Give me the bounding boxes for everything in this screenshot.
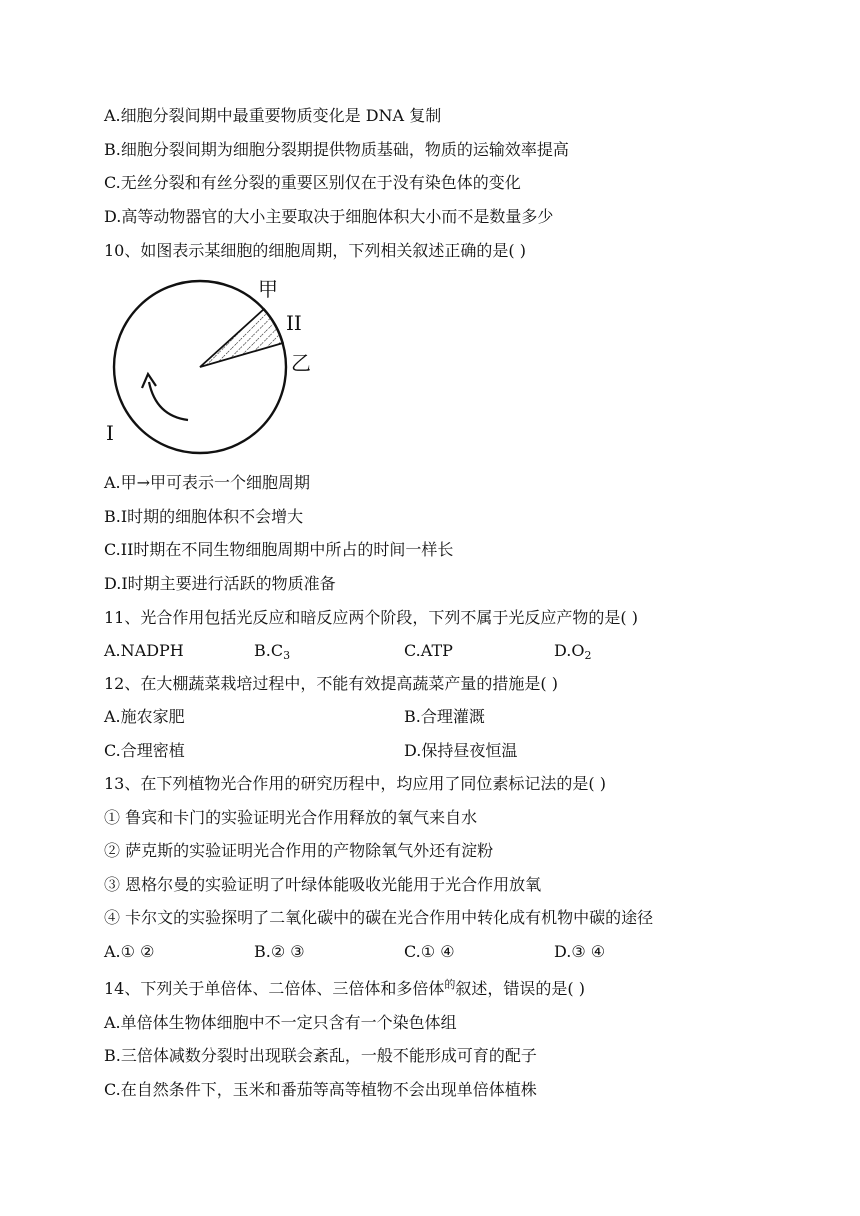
q13-statement-2: ② 萨克斯的实验证明光合作用的产物除氧气外还有淀粉: [104, 841, 494, 860]
q11-stem: 11、光合作用包括光反应和暗反应两个阶段，下列不属于光反应产物的是( ): [104, 608, 638, 627]
q13-statement-1: ① 鲁宾和卡门的实验证明光合作用释放的氧气来自水: [104, 808, 478, 827]
q12-option-b: B.合理灌溉: [404, 707, 485, 726]
q13-option-b: B.② ③: [254, 942, 305, 961]
q9-option-a: A.细胞分裂间期中最重要物质变化是 DNA 复制: [104, 106, 442, 125]
label-I: I: [106, 421, 114, 445]
q10-option-b: B.I时期的细胞体积不会增大: [104, 507, 304, 526]
q9-option-b: B.细胞分裂间期为细胞分裂期提供物质基础，物质的运输效率提高: [104, 140, 569, 159]
q14-option-a: A.单倍体生物体细胞中不一定只含有一个染色体组: [104, 1013, 457, 1032]
q13-statement-4: ④ 卡尔文的实验探明了二氧化碳中的碳在光合作用中转化成有机物中碳的途径: [104, 908, 654, 927]
q14-stem: 14、下列关于单倍体、二倍体、三倍体和多倍体$^的$叙述，错误的是( ): [104, 978, 585, 998]
q11-option-a: A.NADPH: [104, 641, 184, 660]
q10-option-c: C.II时期在不同生物细胞周期中所占的时间一样长: [104, 540, 454, 559]
q13-option-a: A.① ②: [104, 942, 155, 961]
q9-option-c: C.无丝分裂和有丝分裂的重要区别仅在于没有染色体的变化: [104, 173, 521, 192]
q12-option-c: C.合理密植: [104, 741, 185, 760]
q9-option-d: D.高等动物器官的大小主要取决于细胞体积大小而不是数量多少: [104, 207, 554, 226]
q13-stem: 13、在下列植物光合作用的研究历程中，均应用了同位素标记法的是( ): [104, 774, 606, 793]
q10-option-a: A.甲→甲可表示一个细胞周期: [104, 473, 311, 492]
q14-option-b: B.三倍体减数分裂时出现联会紊乱，一般不能形成可育的配子: [104, 1046, 537, 1065]
label-II: II: [286, 311, 302, 335]
direction-arrow-icon: [149, 382, 188, 420]
q14-option-c: C.在自然条件下，玉米和番茄等高等植物不会出现单倍体植株: [104, 1080, 537, 1099]
q12-option-d: D.保持昼夜恒温: [404, 741, 518, 760]
q13-option-d: D.③ ④: [554, 942, 606, 961]
q12-option-a: A.施农家肥: [104, 707, 185, 726]
q10-option-d: D.I时期主要进行活跃的物质准备: [104, 574, 336, 593]
phase-II-sector: [200, 309, 283, 367]
q11-option-b: $B.C_3$: [254, 641, 291, 662]
label-yi: 乙: [291, 351, 311, 375]
label-jia: 甲: [258, 277, 278, 301]
q13-statement-3: ③ 恩格尔曼的实验证明了叶绿体能吸收光能用于光合作用放氧: [104, 875, 542, 894]
cell-cycle-diagram: [100, 276, 330, 456]
q11-option-c: C.ATP: [404, 641, 453, 660]
q11-option-d: $D.O_2$: [554, 641, 592, 662]
q13-option-c: C.① ④: [404, 942, 455, 961]
q10-stem: 10、如图表示某细胞的细胞周期，下列相关叙述正确的是( ): [104, 241, 526, 260]
q12-stem: 12、在大棚蔬菜栽培过程中，不能有效提高蔬菜产量的措施是( ): [104, 674, 558, 693]
